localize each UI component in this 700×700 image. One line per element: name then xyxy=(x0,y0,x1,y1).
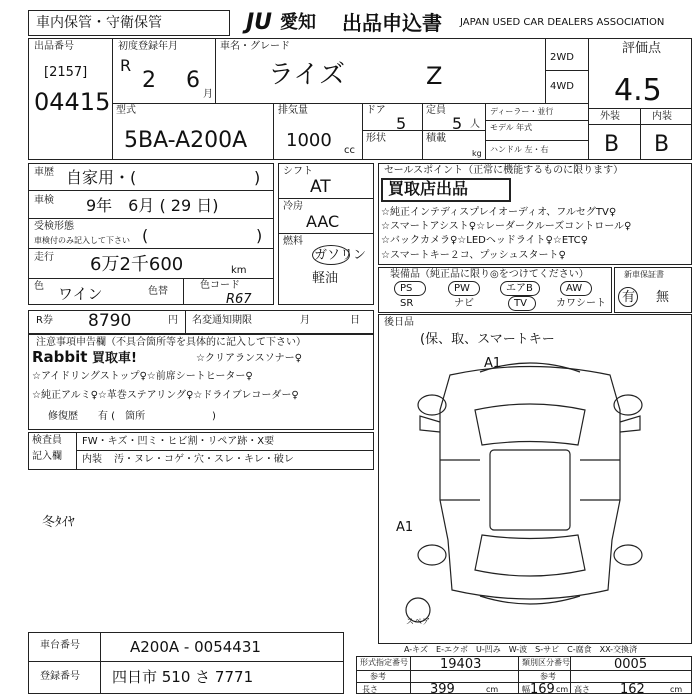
color-code: R67 xyxy=(226,292,252,307)
shift-label: シフト xyxy=(283,166,313,177)
model-label: 車名・グレード xyxy=(220,41,290,52)
drive-4wd: 4WD xyxy=(550,81,574,92)
cert-length-value: 399 xyxy=(430,682,455,697)
fuel-gas: ガソリン xyxy=(314,248,367,263)
spare-label: スペア xyxy=(406,617,430,626)
chassis-value: A200A - 0054431 xyxy=(130,638,261,656)
free-note: 冬ﾀｲﾔ xyxy=(42,515,75,530)
equip-airbag: エアB xyxy=(506,283,533,294)
capacity-unit: 人 xyxy=(470,119,480,130)
interior-grade: B xyxy=(654,132,670,157)
equip-sr: SR xyxy=(400,298,414,309)
equip-pw: PW xyxy=(454,283,470,294)
car-damage-diagram xyxy=(380,350,690,642)
cert-width-label: 幅 xyxy=(522,685,530,694)
doors-label: ドア xyxy=(366,105,386,116)
registration-label: 初度登録年月 xyxy=(118,41,178,52)
shape-label: 形状 xyxy=(366,133,386,144)
drive-2wd: 2WD xyxy=(550,52,574,63)
warranty-yes: 有 xyxy=(622,290,636,305)
after-items-label: 後日品 xyxy=(384,317,414,328)
displacement-unit: cc xyxy=(344,145,355,156)
equip-aw: AW xyxy=(566,283,583,294)
form-title: 出品申込書 xyxy=(342,11,442,35)
equipment-label: 装備品（純正品に限り◎をつけてください） xyxy=(390,269,589,280)
equip-tv: TV xyxy=(514,298,527,309)
note-line-3: ☆純正アルミ♀☆革巻ステアリング♀☆ドライブレコーダー♀ xyxy=(32,390,299,401)
mileage-value: 6万2千600 xyxy=(90,254,184,275)
plate-value: 四日市 510 さ 7771 xyxy=(112,668,254,686)
score-value: 4.5 xyxy=(614,73,662,108)
reception-close: ) xyxy=(256,226,263,245)
selling-point-4: ☆スマートキー２コ、プッシュスタート♀ xyxy=(381,250,566,261)
registration-month: 6 xyxy=(186,68,200,93)
type-value: 5BA-A200A xyxy=(124,128,248,153)
load-label: 積載 xyxy=(426,133,446,144)
lot-sub-number: [2157] xyxy=(44,65,88,80)
cert-ref-2: 参考 xyxy=(540,672,556,681)
selling-point-3: ☆バックカメラ♀☆LEDヘッドライト♀☆ETC♀ xyxy=(381,235,588,246)
exterior-label: 外装 xyxy=(600,111,620,122)
cert-type-label: 形式指定番号 xyxy=(360,658,408,667)
handle-label: ハンドル 左・右 xyxy=(490,145,549,154)
buyback-stamp-text: 買取店出品 xyxy=(388,179,469,198)
model-year-label: モデル 年式 xyxy=(490,123,533,132)
exterior-grade: B xyxy=(604,132,620,157)
selling-points-label: セールスポイント（正常に機能するものに限ります） xyxy=(384,165,624,176)
cert-height-label: 高さ xyxy=(574,685,590,694)
deadline-label: 名変通知期限 xyxy=(192,315,252,326)
notes-label: 注意事項申告欄（不具合箇所等を具体的に記入して下さい） xyxy=(36,337,306,348)
fuel-label: 燃料 xyxy=(283,236,303,247)
cert-ref-1: 参考 xyxy=(370,672,386,681)
equip-ps: PS xyxy=(400,283,413,294)
cert-width-value: 169 xyxy=(530,682,555,697)
warranty-label: 新車保証書 xyxy=(624,270,664,279)
deadline-day: 日 xyxy=(350,315,360,326)
region-label: 愛知 xyxy=(280,12,316,33)
displacement-value: 1000 xyxy=(286,130,332,151)
cert-length-label: 長さ xyxy=(362,685,378,694)
lot-number: 04415 xyxy=(34,88,111,116)
note-line-2: ☆アイドリングストップ♀☆前席シートヒーター♀ xyxy=(32,371,253,382)
capacity-label: 定員 xyxy=(426,105,446,116)
cert-type-value: 19403 xyxy=(440,657,482,672)
registration-era: R xyxy=(120,56,132,75)
check-interior-row: 汚・ヌレ・コゲ・穴・スレ・キレ・破レ xyxy=(114,454,294,465)
equip-seat: カワシート xyxy=(556,298,606,309)
storage-label: 車内保管・守衛保管 xyxy=(36,15,162,31)
deadline-month: 月 xyxy=(300,315,310,326)
recolor-label: 色替 xyxy=(148,286,168,297)
history-value: 自家用・( xyxy=(66,168,137,187)
damage-a1-side: A1 xyxy=(396,520,414,535)
association-name: JAPAN USED CAR DEALERS ASSOCIATION xyxy=(460,17,665,28)
reception-label: 受検形態 xyxy=(34,221,74,232)
fuel-diesel: 軽油 xyxy=(312,271,339,286)
dealer-label: ディーラー・並行 xyxy=(490,107,554,116)
cert-width-unit: cm xyxy=(556,685,569,694)
selling-point-2: ☆スマートアシスト♀☆レーダークルーズコントロール♀ xyxy=(381,221,632,232)
check-interior-label: 内装 xyxy=(82,454,102,465)
after-items-value: (保、取、スマートキー xyxy=(420,332,555,347)
reception-note: 車検付のみ記入して下さい xyxy=(34,236,130,245)
cert-cat-value: 0005 xyxy=(614,657,648,672)
entry-label: 記入欄 xyxy=(32,451,62,462)
mileage-label: 走行 xyxy=(34,252,54,263)
displacement-label: 排気量 xyxy=(278,105,308,116)
rabbit-logo: Rabbit xyxy=(32,348,88,366)
inspector-label: 検査員 xyxy=(32,435,62,446)
repair-history: 修復歴 有 ( 箇所 xyxy=(48,411,146,422)
inspection-label: 車検 xyxy=(34,195,54,206)
history-close: ) xyxy=(254,168,261,187)
registration-year: 2 xyxy=(142,68,156,93)
doors-value: 5 xyxy=(396,114,407,133)
warranty-no: 無 xyxy=(656,290,670,305)
damage-a1-top: A1 xyxy=(484,356,502,371)
damage-legend: A-キズ E-エクボ U-凹み W-波 S-サビ C-腐食 XX-交換済 xyxy=(404,645,638,654)
cooler-label: 冷房 xyxy=(283,201,303,212)
color-value: ワイン xyxy=(58,285,103,303)
load-unit: kg xyxy=(472,149,482,158)
equip-navi: ナビ xyxy=(454,298,474,309)
cert-length-unit: cm xyxy=(486,685,499,694)
color-label: 色 xyxy=(34,281,44,292)
shift-value: AT xyxy=(310,177,331,197)
lot-label: 出品番号 xyxy=(34,41,74,52)
interior-label: 内装 xyxy=(652,111,672,122)
recycle-value: 8790 xyxy=(88,311,132,331)
repair-history-close: ) xyxy=(212,411,216,422)
cert-height-value: 162 xyxy=(620,682,645,697)
color-code-label: 色コード xyxy=(200,280,240,291)
cert-height-unit: cm xyxy=(670,685,683,694)
check-exterior-row: FW・キズ・凹ミ・ヒビ割・リペア跡・X要 xyxy=(82,436,275,447)
reception-open: ( xyxy=(142,226,149,245)
ju-logo: JU xyxy=(246,10,273,35)
inspection-value: 9年 6月 ( 29 日) xyxy=(86,196,219,215)
capacity-value: 5 xyxy=(452,114,463,133)
registration-month-unit: 月 xyxy=(203,89,213,100)
selling-point-1: ☆純正インテディスプレイオーディオ、フルセグTV♀ xyxy=(381,207,617,218)
history-label: 車歴 xyxy=(34,167,54,178)
chassis-label: 車台番号 xyxy=(40,640,80,651)
model-grade: Z xyxy=(426,62,443,90)
mileage-unit: km xyxy=(231,265,247,276)
note-line-1: ☆クリアランスソナー♀ xyxy=(196,353,302,364)
recycle-label: R券 xyxy=(36,315,53,326)
model-name: ライズ xyxy=(268,60,345,90)
type-label: 型式 xyxy=(116,105,136,116)
plate-label: 登録番号 xyxy=(40,671,80,682)
rabbit-suffix: 買取車! xyxy=(92,351,137,366)
recycle-unit: 円 xyxy=(168,315,178,326)
score-label: 評価点 xyxy=(622,41,662,56)
cooler-value: AAC xyxy=(306,212,340,231)
cert-cat-label: 類別区分番号 xyxy=(522,658,570,667)
